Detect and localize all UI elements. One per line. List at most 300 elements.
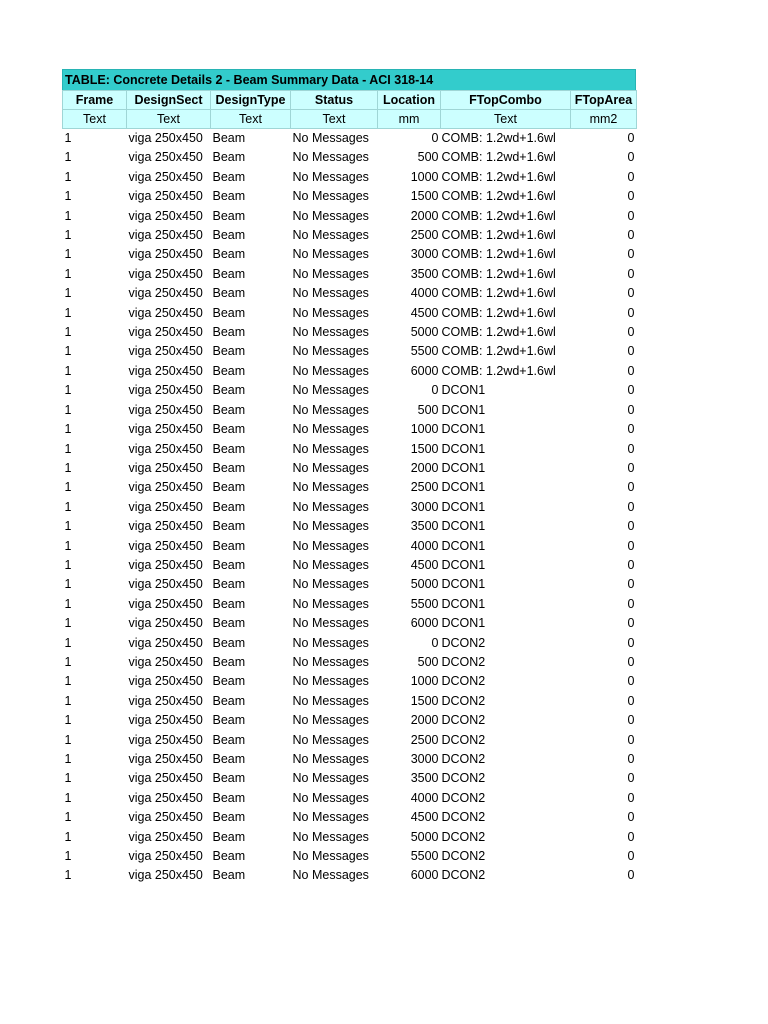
- cell-ftop-combo: DCON2: [441, 868, 486, 883]
- unit-location: mm: [378, 110, 441, 129]
- cell-ftop-combo: DCON2: [441, 829, 486, 844]
- cell-status: No Messages: [292, 674, 369, 689]
- cell-ftop-combo: DCON2: [441, 790, 486, 805]
- cell-status: No Messages: [292, 305, 369, 320]
- table-row: [63, 440, 637, 459]
- cell-location: 1500: [410, 441, 439, 456]
- cell-status: No Messages: [292, 693, 369, 708]
- cell-status: No Messages: [292, 441, 369, 456]
- cell-design-sect: viga 250x450: [128, 150, 203, 165]
- cell-ftop-area: 0: [627, 480, 635, 495]
- cell-location: 4000: [410, 538, 439, 553]
- column-header-status: Status: [291, 91, 378, 110]
- cell-design-sect: viga 250x450: [128, 169, 203, 184]
- cell-location: 2000: [410, 208, 439, 223]
- cell-ftop-combo: COMB: 1.2wd+1.6wl: [441, 208, 556, 223]
- cell-design-type: Beam: [212, 325, 246, 340]
- cell-location: 3500: [410, 519, 439, 534]
- cell-design-type: Beam: [212, 577, 246, 592]
- cell-location: 2000: [410, 713, 439, 728]
- cell-ftop-combo: DCON2: [441, 849, 486, 864]
- table-row: [63, 866, 637, 885]
- cell-design-type: Beam: [212, 771, 246, 786]
- table-row: [63, 148, 637, 167]
- cell-design-type: Beam: [212, 150, 246, 165]
- table-row: [63, 653, 637, 672]
- cell-design-type: Beam: [212, 305, 246, 320]
- cell-location: 500: [417, 150, 439, 165]
- cell-design-sect: viga 250x450: [128, 829, 203, 844]
- cell-ftop-combo: DCON1: [441, 460, 486, 475]
- cell-ftop-combo: COMB: 1.2wd+1.6wl: [441, 363, 556, 378]
- cell-ftop-area: 0: [627, 596, 635, 611]
- cell-design-sect: viga 250x450: [128, 771, 203, 786]
- cell-design-sect: viga 250x450: [128, 519, 203, 534]
- cell-frame: 1: [64, 752, 72, 766]
- cell-location: 5500: [410, 849, 439, 864]
- table-row: [63, 245, 637, 264]
- table-body: [63, 129, 637, 886]
- cell-ftop-area: 0: [627, 266, 635, 281]
- cell-location: 1000: [410, 674, 439, 689]
- cell-ftop-area: 0: [627, 499, 635, 514]
- table-row: [63, 381, 637, 400]
- table-row: [63, 323, 637, 342]
- cell-location: 6000: [410, 363, 439, 378]
- cell-status: No Messages: [292, 131, 369, 145]
- cell-ftop-combo: COMB: 1.2wd+1.6wl: [441, 286, 556, 301]
- cell-design-type: Beam: [212, 538, 246, 553]
- column-header-ftop-area: FTopArea: [571, 91, 637, 110]
- cell-location: 2000: [410, 460, 439, 475]
- cell-design-sect: viga 250x450: [128, 538, 203, 553]
- cell-ftop-area: 0: [627, 363, 635, 378]
- table-row: [63, 750, 637, 769]
- cell-status: No Messages: [292, 422, 369, 437]
- cell-location: 1500: [410, 693, 439, 708]
- cell-status: No Messages: [292, 266, 369, 281]
- cell-location: 0: [431, 635, 439, 650]
- cell-frame: 1: [64, 383, 72, 398]
- cell-design-sect: viga 250x450: [128, 790, 203, 805]
- cell-ftop-area: 0: [627, 228, 635, 243]
- cell-ftop-combo: DCON1: [441, 519, 486, 534]
- cell-ftop-combo: DCON1: [441, 616, 486, 631]
- cell-ftop-area: 0: [627, 460, 635, 475]
- cell-location: 2500: [410, 480, 439, 495]
- cell-design-sect: viga 250x450: [128, 693, 203, 708]
- cell-location: 0: [431, 383, 439, 398]
- cell-frame: 1: [64, 266, 72, 281]
- cell-status: No Messages: [292, 732, 369, 747]
- cell-location: 0: [431, 131, 439, 145]
- cell-ftop-combo: DCON1: [441, 596, 486, 611]
- cell-design-sect: viga 250x450: [128, 266, 203, 281]
- cell-design-sect: viga 250x450: [128, 325, 203, 340]
- cell-ftop-combo: DCON2: [441, 713, 486, 728]
- table-row: [63, 595, 637, 614]
- cell-status: No Messages: [292, 713, 369, 728]
- cell-status: No Messages: [292, 596, 369, 611]
- cell-frame: 1: [64, 422, 72, 437]
- cell-status: No Messages: [292, 654, 369, 669]
- cell-design-sect: viga 250x450: [128, 305, 203, 320]
- cell-location: 5500: [410, 596, 439, 611]
- cell-design-sect: viga 250x450: [128, 713, 203, 728]
- cell-status: No Messages: [292, 150, 369, 165]
- cell-frame: 1: [64, 771, 72, 786]
- cell-design-type: Beam: [212, 169, 246, 184]
- cell-frame: 1: [64, 208, 72, 223]
- cell-design-type: Beam: [212, 402, 246, 417]
- cell-status: No Messages: [292, 868, 369, 883]
- cell-location: 1000: [410, 169, 439, 184]
- cell-frame: 1: [64, 325, 72, 340]
- cell-status: No Messages: [292, 169, 369, 184]
- table-row: [63, 847, 637, 866]
- beam-summary-sheet: [62, 69, 636, 886]
- cell-status: No Messages: [292, 286, 369, 301]
- cell-design-sect: viga 250x450: [128, 189, 203, 204]
- cell-ftop-area: 0: [627, 713, 635, 728]
- cell-status: No Messages: [292, 480, 369, 495]
- cell-status: No Messages: [292, 325, 369, 340]
- table-row: [63, 808, 637, 827]
- cell-ftop-combo: DCON1: [441, 480, 486, 495]
- cell-ftop-area: 0: [627, 752, 635, 766]
- cell-design-type: Beam: [212, 849, 246, 864]
- cell-design-type: Beam: [212, 286, 246, 301]
- table-row: [63, 498, 637, 517]
- cell-status: No Messages: [292, 790, 369, 805]
- cell-ftop-combo: COMB: 1.2wd+1.6wl: [441, 325, 556, 340]
- cell-ftop-area: 0: [627, 771, 635, 786]
- cell-ftop-area: 0: [627, 732, 635, 747]
- cell-design-type: Beam: [212, 344, 246, 359]
- cell-status: No Messages: [292, 752, 369, 766]
- unit-ftop-area: mm2: [571, 110, 637, 129]
- column-header-frame: Frame: [63, 91, 127, 110]
- cell-design-sect: viga 250x450: [128, 460, 203, 475]
- table-row: [63, 556, 637, 575]
- cell-frame: 1: [64, 616, 72, 631]
- cell-ftop-area: 0: [627, 635, 635, 650]
- cell-design-sect: viga 250x450: [128, 344, 203, 359]
- cell-ftop-combo: DCON1: [441, 441, 486, 456]
- cell-design-sect: viga 250x450: [128, 654, 203, 669]
- table-row: [63, 731, 637, 750]
- cell-ftop-combo: DCON1: [441, 538, 486, 553]
- cell-frame: 1: [64, 790, 72, 805]
- cell-ftop-area: 0: [627, 169, 635, 184]
- cell-location: 2500: [410, 228, 439, 243]
- cell-design-sect: viga 250x450: [128, 732, 203, 747]
- cell-status: No Messages: [292, 363, 369, 378]
- cell-design-type: Beam: [212, 422, 246, 437]
- units-row: [63, 110, 637, 129]
- cell-frame: 1: [64, 868, 72, 883]
- table-row: [63, 459, 637, 478]
- cell-ftop-combo: DCON1: [441, 383, 486, 398]
- cell-frame: 1: [64, 441, 72, 456]
- cell-status: No Messages: [292, 538, 369, 553]
- table-row: [63, 207, 637, 226]
- cell-ftop-combo: DCON1: [441, 499, 486, 514]
- table-row: [63, 769, 637, 788]
- cell-design-sect: viga 250x450: [128, 616, 203, 631]
- table-row: [63, 789, 637, 808]
- cell-status: No Messages: [292, 499, 369, 514]
- cell-status: No Messages: [292, 635, 369, 650]
- cell-ftop-area: 0: [627, 616, 635, 631]
- cell-location: 1000: [410, 422, 439, 437]
- cell-location: 4000: [410, 790, 439, 805]
- cell-location: 4500: [410, 305, 439, 320]
- cell-design-sect: viga 250x450: [128, 422, 203, 437]
- column-header-row: [63, 91, 637, 110]
- cell-ftop-combo: DCON2: [441, 732, 486, 747]
- cell-ftop-area: 0: [627, 829, 635, 844]
- cell-status: No Messages: [292, 402, 369, 417]
- table-row: [63, 284, 637, 303]
- cell-design-type: Beam: [212, 363, 246, 378]
- cell-design-sect: viga 250x450: [128, 208, 203, 223]
- cell-ftop-area: 0: [627, 693, 635, 708]
- beam-summary-table: [62, 90, 637, 886]
- cell-frame: 1: [64, 674, 72, 689]
- cell-design-type: Beam: [212, 131, 246, 145]
- cell-design-type: Beam: [212, 790, 246, 805]
- cell-ftop-area: 0: [627, 790, 635, 805]
- cell-location: 5000: [410, 829, 439, 844]
- cell-ftop-area: 0: [627, 441, 635, 456]
- cell-ftop-combo: COMB: 1.2wd+1.6wl: [441, 266, 556, 281]
- cell-frame: 1: [64, 305, 72, 320]
- cell-ftop-combo: DCON2: [441, 771, 486, 786]
- cell-frame: 1: [64, 810, 72, 825]
- table-row: [63, 711, 637, 730]
- cell-ftop-combo: COMB: 1.2wd+1.6wl: [441, 344, 556, 359]
- cell-design-sect: viga 250x450: [128, 286, 203, 301]
- cell-ftop-area: 0: [627, 810, 635, 825]
- cell-location: 1500: [410, 189, 439, 204]
- cell-design-sect: viga 250x450: [128, 499, 203, 514]
- cell-location: 2500: [410, 732, 439, 747]
- cell-design-type: Beam: [212, 732, 246, 747]
- cell-ftop-area: 0: [627, 189, 635, 204]
- cell-location: 500: [417, 402, 439, 417]
- cell-design-type: Beam: [212, 208, 246, 223]
- table-row: [63, 129, 637, 149]
- cell-design-sect: viga 250x450: [128, 383, 203, 398]
- cell-frame: 1: [64, 693, 72, 708]
- cell-design-type: Beam: [212, 441, 246, 456]
- cell-ftop-combo: COMB: 1.2wd+1.6wl: [441, 169, 556, 184]
- cell-ftop-area: 0: [627, 286, 635, 301]
- cell-ftop-area: 0: [627, 131, 635, 145]
- cell-location: 6000: [410, 868, 439, 883]
- table-title: TABLE: Concrete Details 2 - Beam Summary Data - ACI 318-14: [62, 69, 636, 90]
- cell-design-type: Beam: [212, 519, 246, 534]
- cell-ftop-combo: DCON2: [441, 674, 486, 689]
- cell-status: No Messages: [292, 771, 369, 786]
- cell-ftop-combo: DCON1: [441, 422, 486, 437]
- cell-frame: 1: [64, 286, 72, 301]
- cell-ftop-area: 0: [627, 305, 635, 320]
- cell-status: No Messages: [292, 460, 369, 475]
- cell-ftop-area: 0: [627, 654, 635, 669]
- cell-status: No Messages: [292, 383, 369, 398]
- cell-frame: 1: [64, 732, 72, 747]
- cell-location: 5500: [410, 344, 439, 359]
- cell-design-type: Beam: [212, 460, 246, 475]
- cell-design-sect: viga 250x450: [128, 441, 203, 456]
- unit-ftop-combo: Text: [441, 110, 571, 129]
- cell-ftop-area: 0: [627, 325, 635, 340]
- cell-ftop-combo: COMB: 1.2wd+1.6wl: [441, 189, 556, 204]
- table-row: [63, 672, 637, 691]
- cell-frame: 1: [64, 480, 72, 495]
- cell-location: 3500: [410, 266, 439, 281]
- cell-ftop-area: 0: [627, 519, 635, 534]
- cell-status: No Messages: [292, 557, 369, 572]
- cell-ftop-combo: COMB: 1.2wd+1.6wl: [441, 305, 556, 320]
- table-row: [63, 265, 637, 284]
- cell-ftop-area: 0: [627, 849, 635, 864]
- cell-frame: 1: [64, 713, 72, 728]
- cell-frame: 1: [64, 849, 72, 864]
- cell-ftop-combo: DCON2: [441, 635, 486, 650]
- cell-design-type: Beam: [212, 616, 246, 631]
- column-header-location: Location: [378, 91, 441, 110]
- cell-status: No Messages: [292, 577, 369, 592]
- table-row: [63, 517, 637, 536]
- cell-design-type: Beam: [212, 189, 246, 204]
- table-row: [63, 342, 637, 361]
- cell-design-type: Beam: [212, 674, 246, 689]
- table-row: [63, 168, 637, 187]
- cell-frame: 1: [64, 247, 72, 262]
- cell-status: No Messages: [292, 189, 369, 204]
- cell-ftop-area: 0: [627, 577, 635, 592]
- unit-design-type: Text: [211, 110, 291, 129]
- cell-design-sect: viga 250x450: [128, 577, 203, 592]
- unit-frame: Text: [63, 110, 127, 129]
- cell-ftop-area: 0: [627, 674, 635, 689]
- cell-location: 4500: [410, 810, 439, 825]
- cell-location: 500: [417, 654, 439, 669]
- cell-design-sect: viga 250x450: [128, 557, 203, 572]
- cell-design-sect: viga 250x450: [128, 363, 203, 378]
- cell-ftop-area: 0: [627, 247, 635, 262]
- cell-location: 4500: [410, 557, 439, 572]
- cell-design-type: Beam: [212, 247, 246, 262]
- cell-status: No Messages: [292, 810, 369, 825]
- cell-status: No Messages: [292, 228, 369, 243]
- cell-ftop-combo: COMB: 1.2wd+1.6wl: [441, 247, 556, 262]
- cell-status: No Messages: [292, 849, 369, 864]
- cell-design-type: Beam: [212, 480, 246, 495]
- cell-frame: 1: [64, 596, 72, 611]
- cell-design-type: Beam: [212, 713, 246, 728]
- cell-design-type: Beam: [212, 635, 246, 650]
- cell-design-type: Beam: [212, 868, 246, 883]
- cell-frame: 1: [64, 228, 72, 243]
- cell-design-type: Beam: [212, 266, 246, 281]
- cell-design-sect: viga 250x450: [128, 596, 203, 611]
- table-row: [63, 575, 637, 594]
- cell-status: No Messages: [292, 519, 369, 534]
- cell-status: No Messages: [292, 208, 369, 223]
- table-row: [63, 304, 637, 323]
- cell-ftop-area: 0: [627, 402, 635, 417]
- cell-frame: 1: [64, 150, 72, 165]
- cell-frame: 1: [64, 131, 72, 145]
- cell-design-type: Beam: [212, 228, 246, 243]
- cell-location: 3000: [410, 247, 439, 262]
- cell-ftop-combo: DCON2: [441, 654, 486, 669]
- cell-location: 5000: [410, 577, 439, 592]
- cell-design-sect: viga 250x450: [128, 247, 203, 262]
- cell-design-sect: viga 250x450: [128, 868, 203, 883]
- cell-frame: 1: [64, 829, 72, 844]
- table-row: [63, 614, 637, 633]
- cell-frame: 1: [64, 519, 72, 534]
- cell-frame: 1: [64, 499, 72, 514]
- cell-ftop-combo: DCON1: [441, 402, 486, 417]
- cell-ftop-area: 0: [627, 383, 635, 398]
- cell-ftop-combo: COMB: 1.2wd+1.6wl: [441, 228, 556, 243]
- cell-location: 3000: [410, 499, 439, 514]
- table-row: [63, 537, 637, 556]
- column-header-design-sect: DesignSect: [127, 91, 211, 110]
- cell-status: No Messages: [292, 344, 369, 359]
- cell-status: No Messages: [292, 616, 369, 631]
- unit-design-sect: Text: [127, 110, 211, 129]
- cell-design-type: Beam: [212, 810, 246, 825]
- cell-design-sect: viga 250x450: [128, 402, 203, 417]
- cell-frame: 1: [64, 654, 72, 669]
- table-row: [63, 478, 637, 497]
- unit-status: Text: [291, 110, 378, 129]
- column-header-ftop-combo: FTopCombo: [441, 91, 571, 110]
- table-row: [63, 692, 637, 711]
- cell-frame: 1: [64, 402, 72, 417]
- table-row: [63, 187, 637, 206]
- cell-design-type: Beam: [212, 499, 246, 514]
- cell-location: 3500: [410, 771, 439, 786]
- cell-location: 5000: [410, 325, 439, 340]
- cell-ftop-area: 0: [627, 150, 635, 165]
- cell-design-sect: viga 250x450: [128, 635, 203, 650]
- cell-ftop-combo: DCON2: [441, 693, 486, 708]
- column-header-design-type: DesignType: [211, 91, 291, 110]
- table-row: [63, 828, 637, 847]
- cell-frame: 1: [64, 363, 72, 378]
- cell-frame: 1: [64, 538, 72, 553]
- cell-ftop-area: 0: [627, 557, 635, 572]
- cell-location: 4000: [410, 286, 439, 301]
- cell-design-sect: viga 250x450: [128, 131, 203, 145]
- cell-frame: 1: [64, 460, 72, 475]
- table-row: [63, 226, 637, 245]
- cell-ftop-combo: DCON1: [441, 577, 486, 592]
- cell-ftop-combo: DCON1: [441, 557, 486, 572]
- cell-design-sect: viga 250x450: [128, 228, 203, 243]
- cell-design-type: Beam: [212, 383, 246, 398]
- cell-location: 3000: [410, 752, 439, 766]
- cell-design-type: Beam: [212, 752, 246, 766]
